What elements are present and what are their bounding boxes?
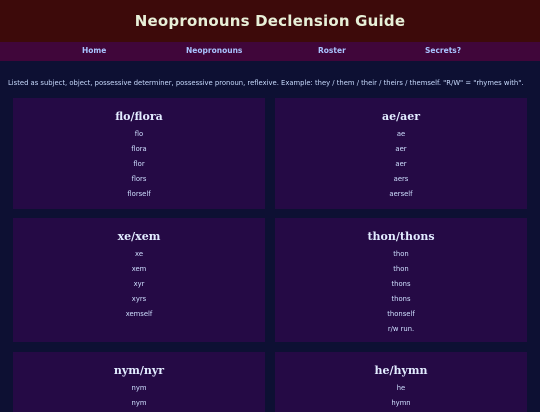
form-reflexive: thonself <box>387 310 415 318</box>
form-reflexive: florself <box>127 190 151 198</box>
pronoun-card-he <box>275 352 527 412</box>
form-subject: nym <box>131 384 147 392</box>
form-possessive-pronoun: thons <box>391 295 411 303</box>
card-title: ae/aer <box>381 110 421 123</box>
header <box>0 0 540 42</box>
intro-text: Listed as subject, object, possessive determiner, possessive pronoun, reflexive. Example: they / them / their / theirs / themself. "R/W" = "rhymes with". <box>8 79 524 87</box>
form-possessive-determiner: thons <box>391 280 411 288</box>
card-title: xe/xem <box>117 230 161 243</box>
nav-secrets-link[interactable]: Secrets? <box>425 46 462 55</box>
nav-roster-link[interactable]: Roster <box>318 46 346 55</box>
nav-home-link[interactable]: Home <box>82 46 107 55</box>
form-subject: xe <box>135 250 143 258</box>
nav-neopronouns-link[interactable]: Neopronouns <box>186 46 243 55</box>
form-possessive-determiner: aer <box>395 160 407 168</box>
form-subject: he <box>396 384 406 392</box>
form-subject: thon <box>393 250 409 258</box>
pronoun-card-ae <box>275 98 527 209</box>
form-object: xem <box>131 265 147 273</box>
form-reflexive: xemself <box>125 310 153 318</box>
site-title: Neopronouns Declension Guide <box>134 12 406 30</box>
form-object: nym <box>131 399 147 407</box>
form-reflexive: aerself <box>389 190 413 198</box>
form-object: thon <box>393 265 409 273</box>
form-subject: ae <box>396 130 406 138</box>
rhymes-with-note: r/w run. <box>387 325 415 333</box>
card-title: thon/thons <box>367 230 435 243</box>
form-subject: flo <box>134 130 144 138</box>
pronoun-card-flo <box>13 98 265 209</box>
form-possessive-pronoun: xyrs <box>131 295 147 303</box>
nav-bar <box>0 42 540 61</box>
card-title: flo/flora <box>115 110 163 123</box>
pronoun-card-nym <box>13 352 265 412</box>
form-possessive-determiner: flor <box>133 160 145 168</box>
card-title: nym/nyr <box>113 364 165 377</box>
form-possessive-determiner: xyr <box>133 280 145 288</box>
pronoun-card-thon <box>275 218 527 342</box>
form-possessive-pronoun: flors <box>131 175 147 183</box>
form-object: hymn <box>391 399 411 407</box>
pronoun-card-xe <box>13 218 265 342</box>
form-possessive-pronoun: aers <box>393 175 409 183</box>
card-title: he/hymn <box>374 364 428 377</box>
form-object: aer <box>395 145 407 153</box>
form-object: flora <box>131 145 147 153</box>
